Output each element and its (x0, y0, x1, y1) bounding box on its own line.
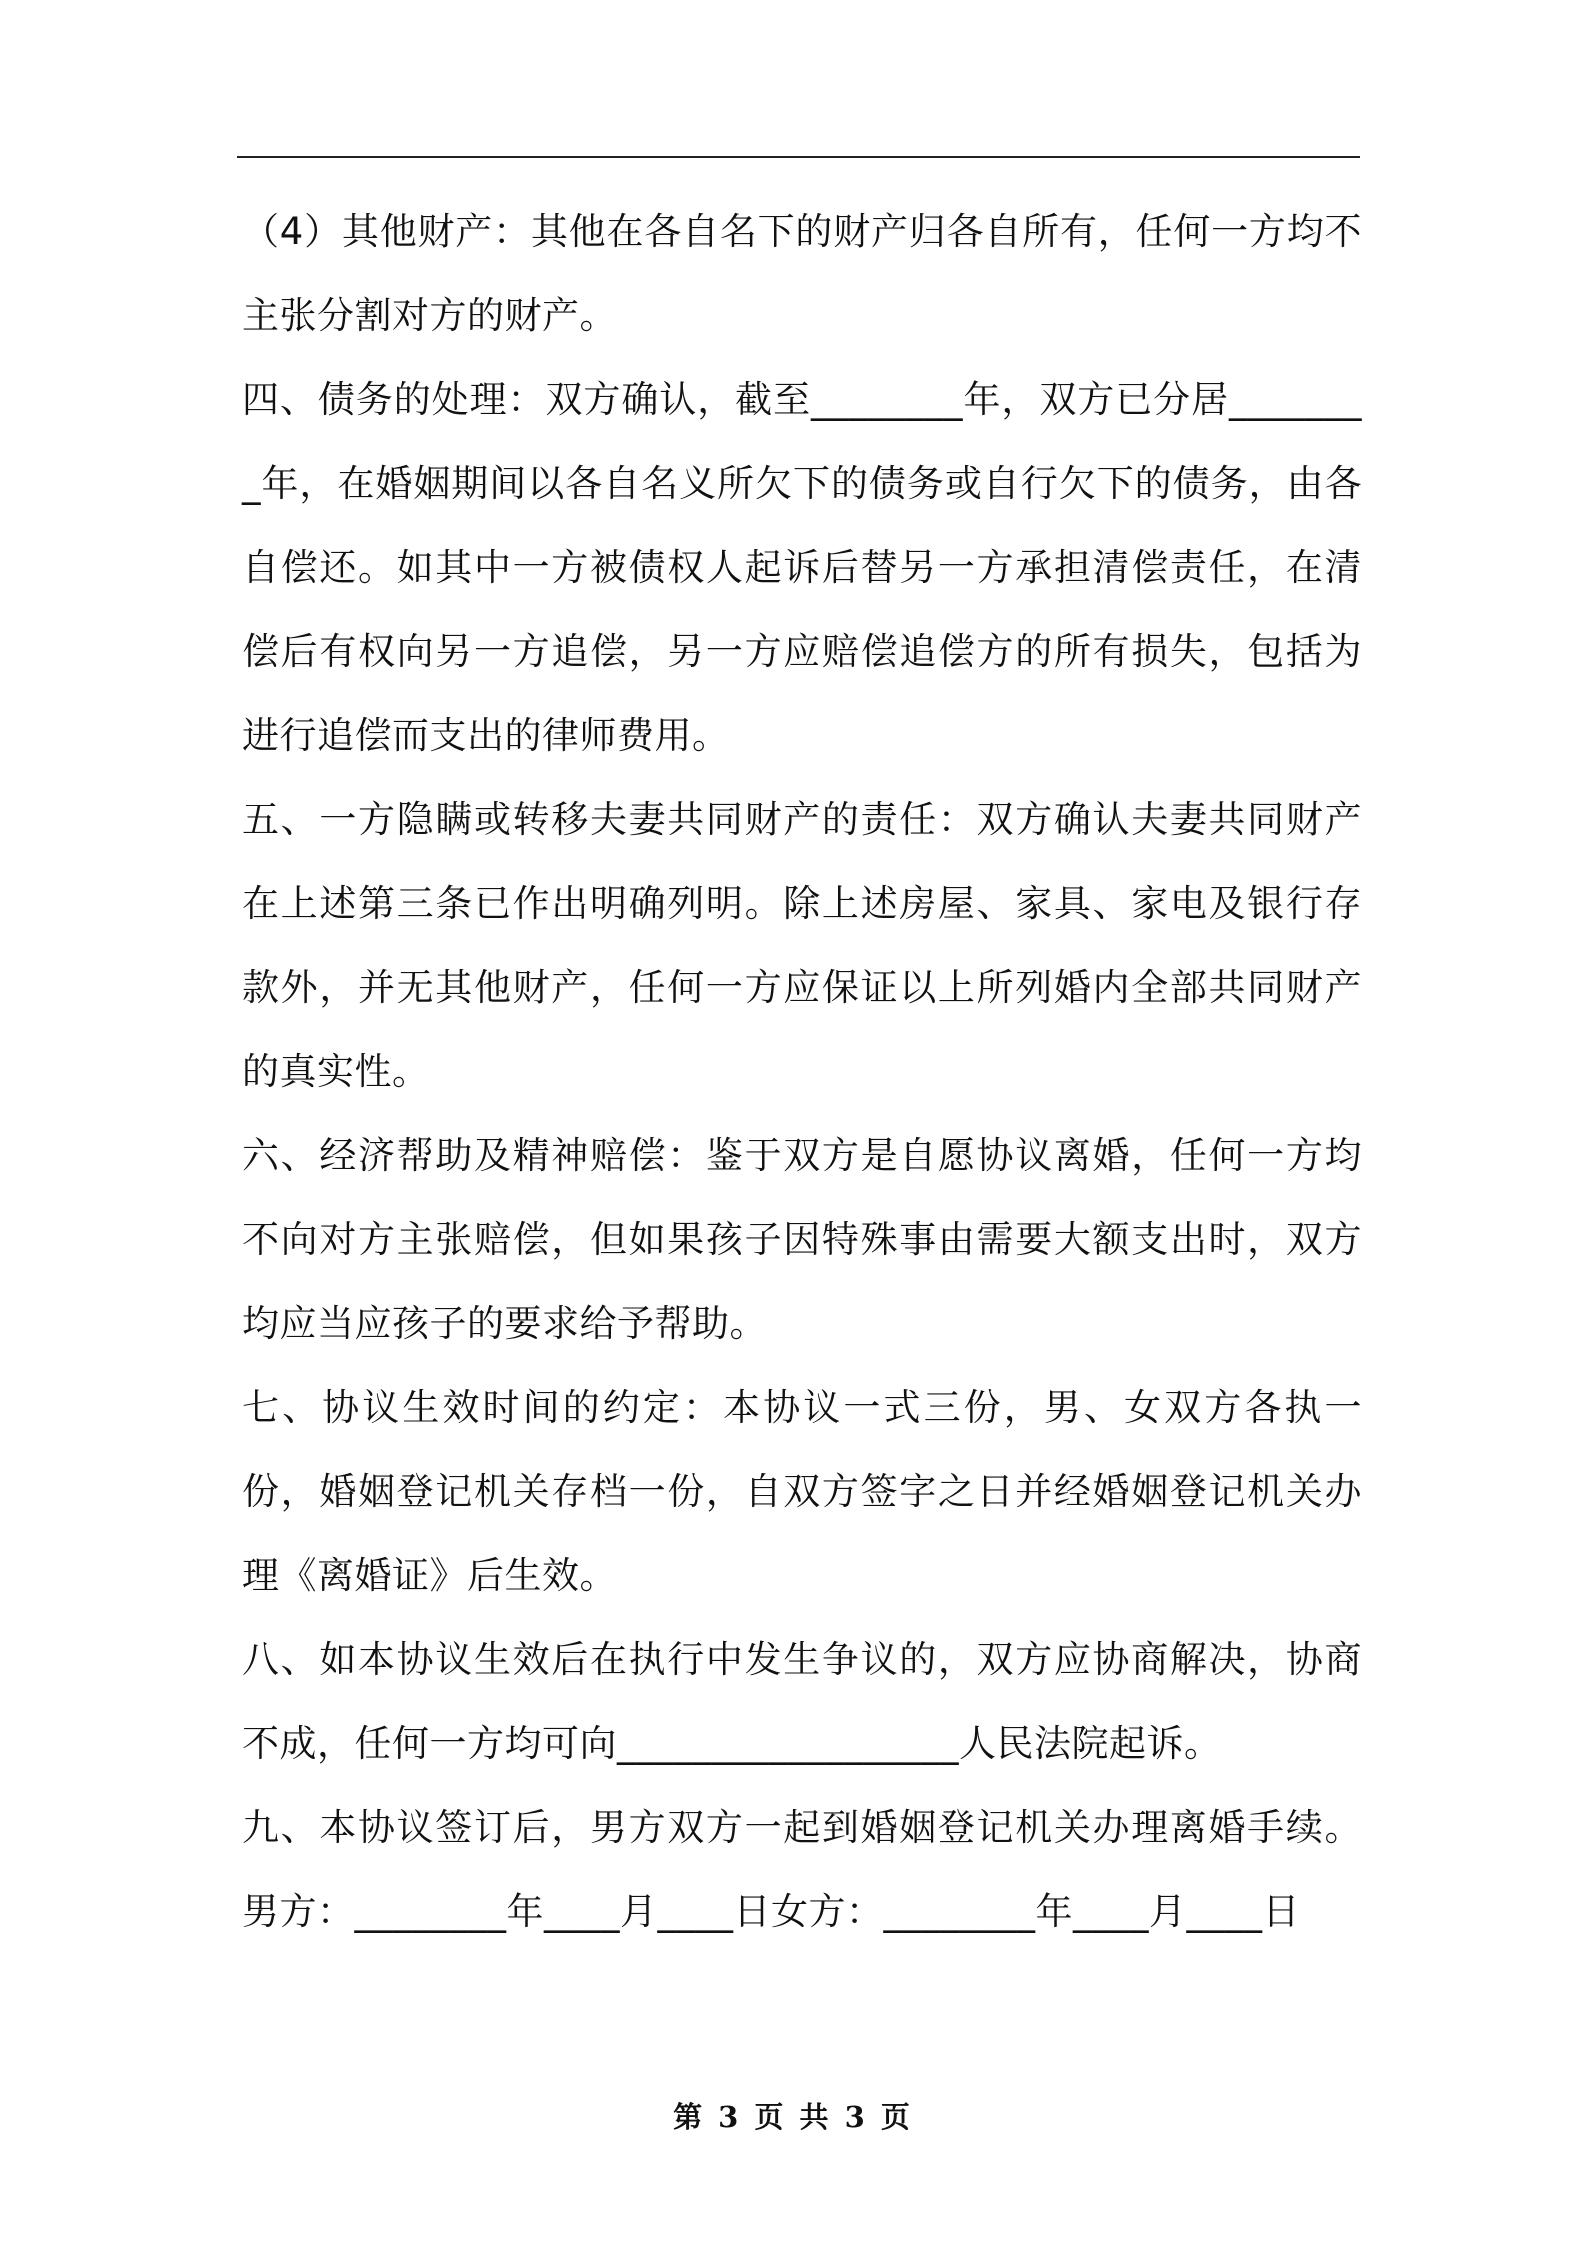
paragraph-signing: 九、本协议签订后，男方双方一起到婚姻登记机关办理离婚手续。男方：________年____月____日女方：________年____月____日 (242, 1806, 1362, 1933)
paragraph-economic-help: 六、经济帮助及精神赔偿：鉴于双方是自愿协议离婚，任何一方均不向对方主张赔偿，但如果孩子因特殊事由需要大额支出时，双方均应当应孩子的要求给予帮助。 (242, 1134, 1362, 1345)
paragraph-dispute-resolution: 八、如本协议生效后在执行中发生争议的，双方应协商解决，协商不成，任何一方均可向__________________人民法院起诉。 (242, 1638, 1362, 1765)
paragraph-concealment-liability: 五、一方隐瞒或转移夫妻共同财产的责任：双方确认夫妻共同财产在上述第三条已作出明确列明。除上述房屋、家具、家电及银行存款外，并无其他财产，任何一方应保证以上所列婚内全部共同财产的真实性。 (242, 798, 1362, 1093)
document-body (242, 190, 1362, 1954)
paragraph-other-property: （4）其他财产：其他在各自名下的财产归各自所有，任何一方均不主张分割对方的财产。 (242, 210, 1362, 337)
page-number: 第 3 页 共 3 页 (673, 2100, 913, 2134)
paragraph-debt-handling: 四、债务的处理：双方确认，截至________年，双方已分居________年，在婚姻期间以各自名义所欠下的债务或自行欠下的债务，由各自偿还。如其中一方被债权人起诉后替另一方承担清偿责任，在清偿后有权向另一方追偿，另一方应赔偿追偿方的所有损失，包括为进行追偿而支出的律师费用。 (242, 378, 1362, 757)
header-rule (237, 156, 1360, 158)
paragraph-effective-time: 七、协议生效时间的约定：本协议一式三份，男、女双方各执一份，婚姻登记机关存档一份，自双方签字之日并经婚姻登记机关办理《离婚证》后生效。 (242, 1386, 1362, 1597)
